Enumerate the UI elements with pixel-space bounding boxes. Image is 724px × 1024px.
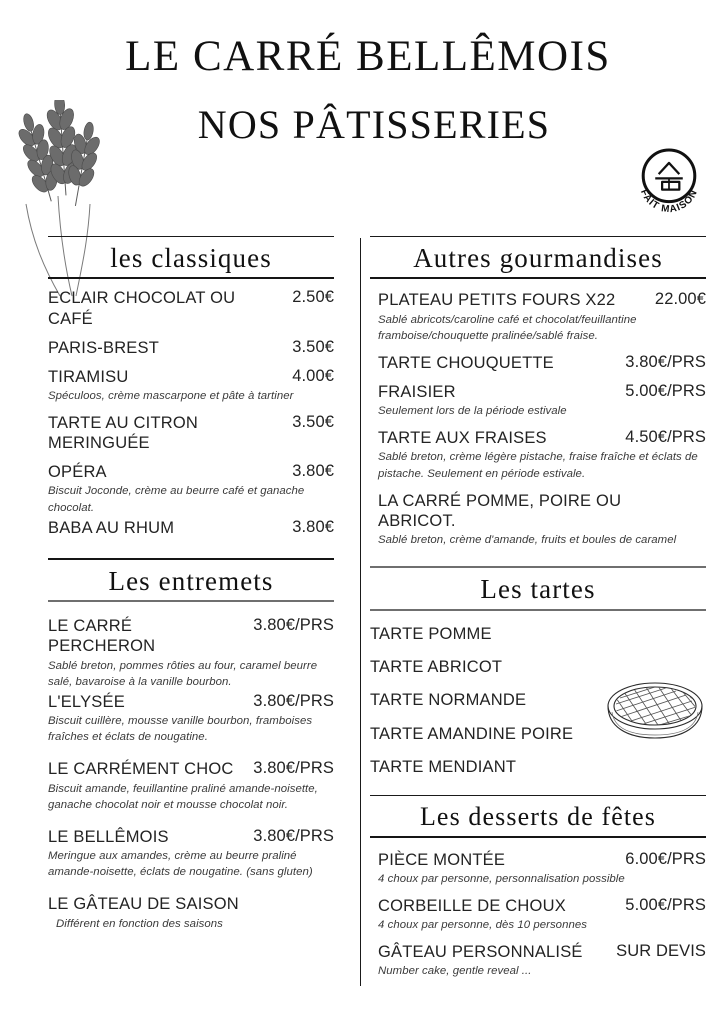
left-column xyxy=(0,236,352,984)
item-name: LE CARRÉ PERCHERON xyxy=(48,617,156,656)
item-name: TARTE AU CITRON MERINGUÉE xyxy=(48,414,198,453)
item-price: 3.80€/PRS xyxy=(253,616,334,635)
subtitle-row xyxy=(0,101,724,148)
section-desserts-de-fetes xyxy=(370,795,706,979)
item-name: TARTE CHOUQUETTE xyxy=(378,353,554,372)
item-price: 5.00€/PRS xyxy=(625,382,706,401)
item-price: 4.00€ xyxy=(292,366,334,385)
item-name: L'ELYSÉE xyxy=(48,692,125,711)
menu-item[interactable] xyxy=(48,616,334,690)
item-price: 3.80€/PRS xyxy=(253,759,334,778)
menu-item[interactable] xyxy=(48,894,334,931)
menu-item[interactable] xyxy=(370,619,706,650)
gourmandises-items xyxy=(370,279,706,548)
lattice-pie-illustration xyxy=(600,672,710,750)
menu-item[interactable] xyxy=(378,290,706,344)
item-name: ECLAIR CHOCOLAT OU CAFÉ xyxy=(48,289,236,328)
item-price: 3.80€ xyxy=(292,462,334,481)
item-name: TARTE AUX FRAISES xyxy=(378,429,547,448)
item-price: 3.80€ xyxy=(292,517,334,536)
item-description: Meringue aux amandes, crème au beurre praliné amande-noisette, éclats de nougatine. (sans gluten) xyxy=(48,850,313,879)
menu-item[interactable] xyxy=(370,752,706,783)
item-description: Biscuit Joconde, crème au beurre café et ganache chocolat. xyxy=(48,485,305,514)
item-price: 5.00€/PRS xyxy=(625,895,706,914)
section-les-entremets xyxy=(48,558,334,932)
item-name: PARIS-BREST xyxy=(48,338,159,357)
item-name: LE CARRÉMENT CHOC xyxy=(48,760,234,779)
section-autres-gourmandises xyxy=(370,236,706,548)
right-column xyxy=(352,236,724,984)
item-price: 6.00€/PRS xyxy=(625,849,706,868)
item-description: Biscuit cuillère, mousse vanille bourbon, framboises fraîches et éclats de nougatine. xyxy=(48,715,313,744)
item-price: 3.50€ xyxy=(292,337,334,356)
item-name: OPÉRA xyxy=(48,463,107,482)
item-name: PIÈCE MONTÉE xyxy=(378,850,506,869)
menu-item[interactable] xyxy=(378,382,706,419)
menu-item[interactable] xyxy=(48,518,334,538)
item-description: Différent en fonction des saisons xyxy=(56,917,223,930)
item-price: 3.80€/PRS xyxy=(253,691,334,710)
menu-item[interactable] xyxy=(378,942,706,979)
item-description: Spéculoos, crème mascarpone et pâte à tartiner xyxy=(48,389,294,402)
item-price: 4.50€/PRS xyxy=(625,428,706,447)
menu-item[interactable] xyxy=(378,428,706,482)
item-description: Sablé breton, crème légère pistache, fraise fraîche et éclats de pistache. Seulement en période estivale. xyxy=(378,451,698,480)
section-heading-gourmandises: Autres gourmandises xyxy=(413,243,663,273)
menu-item[interactable] xyxy=(48,759,334,813)
item-price: SUR DEVIS xyxy=(616,942,706,961)
menu-item[interactable] xyxy=(48,692,334,746)
item-description: Biscuit amande, feuillantine praliné amande-noisette, ganache chocolat noir et mousse chocolat noir. xyxy=(48,782,318,811)
section-heading-tartes: Les tartes xyxy=(480,574,596,605)
classiques-items xyxy=(48,279,334,538)
menu-subtitle: NOS PÂTISSERIES xyxy=(197,102,551,148)
item-price: 3.80€/PRS xyxy=(625,352,706,371)
item-description: 4 choux par personne, dès 10 personnes xyxy=(378,919,587,931)
item-name: LA CARRÉ POMME, POIRE OU ABRICOT. xyxy=(378,491,622,530)
item-name: BABA AU RHUM xyxy=(48,518,175,537)
item-description: 4 choux par personne, personnalisation possible xyxy=(378,872,625,885)
desserts-items xyxy=(370,838,706,980)
menu-item[interactable] xyxy=(48,827,334,881)
item-name: LE BELLÊMOIS xyxy=(48,827,169,846)
menu-item[interactable] xyxy=(378,491,706,548)
menu-item[interactable] xyxy=(378,896,706,933)
item-description: Seulement lors de la période estivale xyxy=(378,405,567,418)
item-price: 2.50€ xyxy=(292,288,334,307)
item-name: TARTE MENDIANT xyxy=(370,758,517,777)
menu-item[interactable] xyxy=(48,462,334,516)
item-name: CORBEILLE DE CHOUX xyxy=(378,896,566,915)
item-price: 3.50€ xyxy=(292,413,334,432)
badge-label: FAIT MAISON xyxy=(637,187,701,216)
section-heading-desserts: Les desserts de fêtes xyxy=(419,802,657,832)
item-description: Sablé breton, crème d'amande, fruits et boules de caramel xyxy=(378,534,677,547)
item-price: 3.80€/PRS xyxy=(253,826,334,845)
menu-item[interactable] xyxy=(48,413,334,453)
menu-columns xyxy=(0,236,724,984)
item-name: TARTE ABRICOT xyxy=(370,658,503,676)
item-name: TARTE NORMANDE xyxy=(370,691,527,710)
menu-item[interactable] xyxy=(48,367,334,404)
item-description: Sablé breton, pommes rôties au four, caramel beurre salé, bavaroise à la vanille bourbon. xyxy=(48,659,318,688)
item-name: LE GÂTEAU DE SAISON xyxy=(48,895,239,914)
section-les-classiques xyxy=(48,236,334,538)
item-name: TARTE POMME xyxy=(370,624,492,643)
menu-item[interactable] xyxy=(378,353,706,373)
item-name: TIRAMISU xyxy=(48,367,129,386)
menu-item[interactable] xyxy=(48,288,334,328)
entremets-items xyxy=(48,602,334,931)
page-title: LE CARRÉ BELLÊMOIS xyxy=(125,33,611,80)
section-heading-entremets: Les entremets xyxy=(108,565,274,596)
item-name: GÂTEAU PERSONNALISÉ xyxy=(378,943,583,962)
item-price: 22.00€ xyxy=(654,290,706,309)
item-name: FRAISIER xyxy=(378,383,456,402)
menu-header xyxy=(0,0,724,148)
menu-item[interactable] xyxy=(48,338,334,358)
item-description: Number cake, gentle reveal ... xyxy=(378,965,532,978)
fait-maison-badge xyxy=(626,138,712,224)
menu-item[interactable] xyxy=(378,850,706,887)
item-name: TARTE AMANDINE POIRE xyxy=(370,724,574,743)
item-description: Sablé abricots/caroline café et chocolat/feuillantine framboise/chouquette pralinée/sablé fraise. xyxy=(378,313,637,342)
section-heading-classiques: les classiques xyxy=(110,243,272,273)
item-name: PLATEAU PETITS FOURS X22 xyxy=(378,291,616,310)
